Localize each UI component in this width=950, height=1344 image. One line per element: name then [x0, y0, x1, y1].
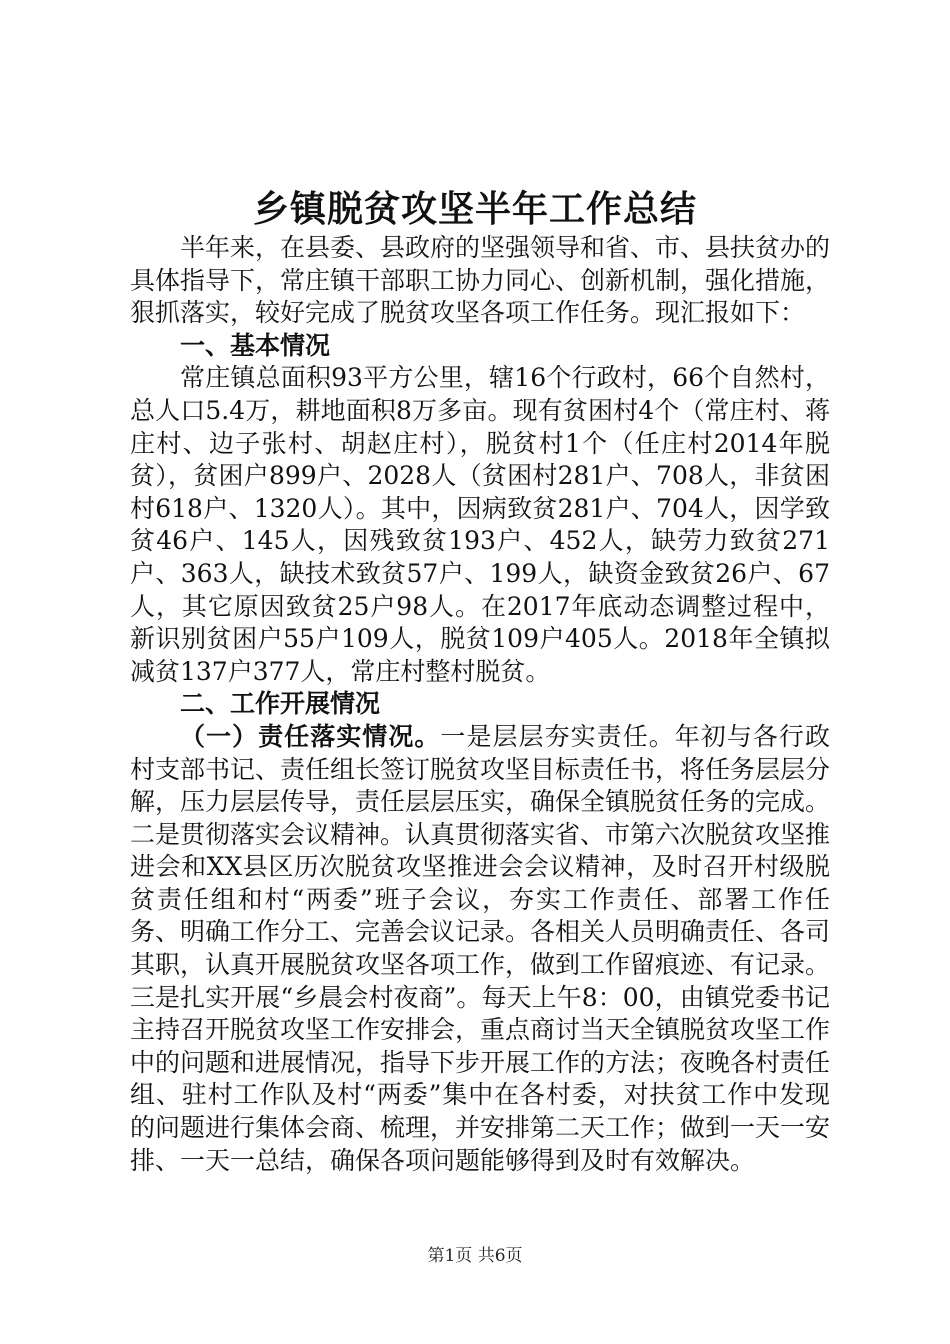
- intro-paragraph: 半年来，在县委、县政府的坚强领导和省、市、县扶贫办的具体指导下，常庄镇干部职工协力同心、创新机制，强化措施，狠抓落实，较好完成了脱贫攻坚各项工作任务。现汇报如下：: [130, 233, 831, 328]
- page-number-footer: 第1页 共6页: [427, 1246, 523, 1266]
- section-heading-basic-situation: 一、基本情况: [180, 330, 331, 360]
- document-body: [130, 232, 830, 1177]
- responsibility-subheading: （一）责任落实情况。: [180, 721, 441, 751]
- responsibility-paragraph: [130, 721, 830, 1177]
- responsibility-body: 一是层层夯实责任。年初与各行政村支部书记、责任组长签订脱贫攻坚目标责任书，将任务层层分解，压力层层传导，责任层层压实，确保全镇脱贫任务的完成。二是贯彻落实会议精神。认真贯彻落实省、市第六次脱贫攻坚推进会和XX县区历次脱贫攻坚推进会会议精神，及时召开村级脱贫责任组和村“两委”班子会议，夯实工作责任、部署工作任务、明确工作分工、完善会议记录。各相关人员明确责任、各司其职，认真开展脱贫攻坚各项工作，做到工作留痕迹、有记录。三是扎实开展“乡晨会村夜商”。每天上午8：00，由镇党委书记主持召开脱贫攻坚工作安排会，重点商讨当天全镇脱贫攻坚工作中的问题和进展情况，指导下步开展工作的方法；夜晚各村责任组、驻村工作队及村“两委”集中在各村委，对扶贫工作中发现的问题进行集体会商、梳理，并安排第二天工作；做到一天一安排、一天一总结，确保各项问题能够得到及时有效解决。: [130, 721, 831, 1175]
- section-heading-work-progress: 二、工作开展情况: [180, 689, 381, 719]
- document-title: 乡镇脱贫攻坚半年工作总结: [252, 188, 697, 230]
- basic-situation-paragraph: 常庄镇总面积93平方公里，辖16个行政村，66个自然村，总人口5.4万，耕地面积8万多亩。现有贫困村4个（常庄村、蒋庄村、边子张村、胡赵庄村），脱贫村1个（任庄村2014年脱贫），贫困户899户、2028人（贫困村281户、708人，非贫困村618户、1320人）。其中，因病致贫281户、704人，因学致贫46户、145人，因残致贫193户、452人，缺劳力致贫271户、363人，缺技术致贫57户、199人，缺资金致贫26户、67人，其它原因致贫25户98人。在2017年底动态调整过程中，新识别贫困户55户109人，脱贫109户405人。2018年全镇拟减贫137户377人，常庄村整村脱贫。: [130, 363, 830, 686]
